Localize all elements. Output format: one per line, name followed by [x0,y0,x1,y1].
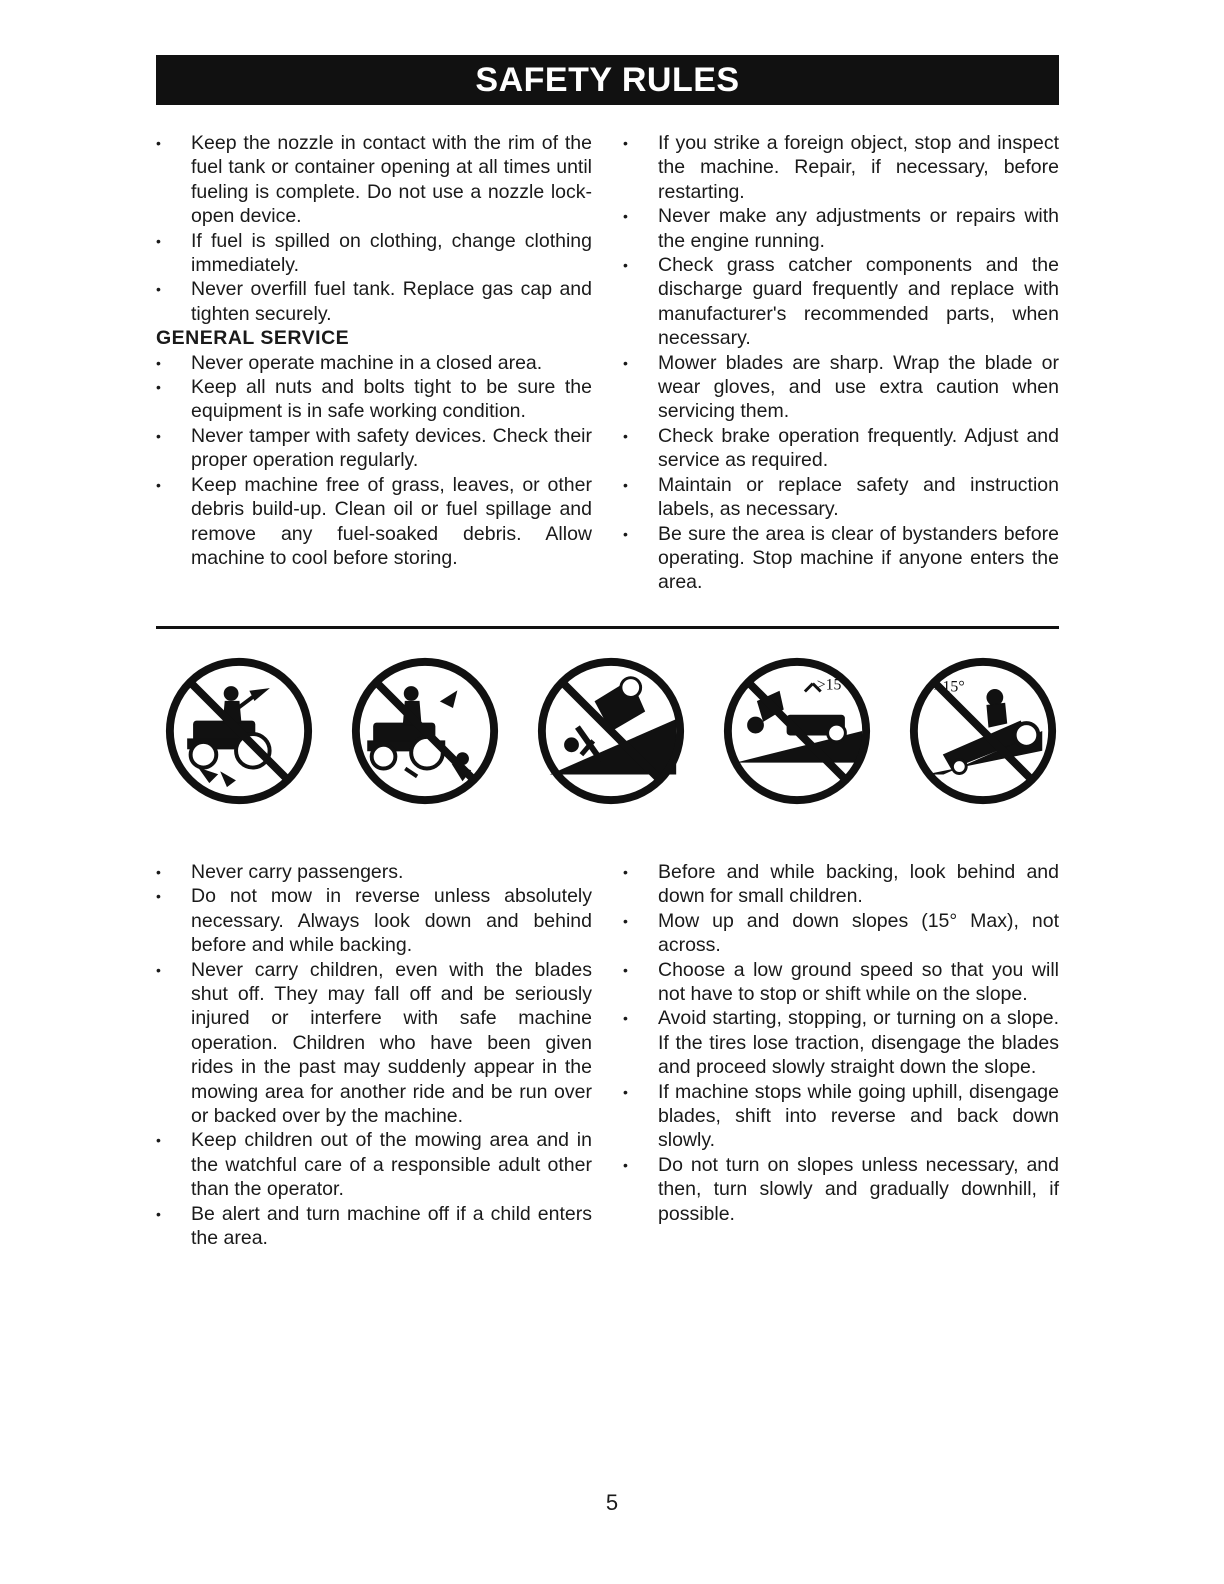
list-item: • Never make any adjustments or repairs with the engine running. [623,204,1059,253]
no-children-near-mower-icon [346,652,504,810]
list-item: • Do not mow in reverse unless absolutely necessary. Always look down and behind before and while backing. [156,884,592,957]
list-item: • Avoid starting, stopping, or turning on a slope. If the tires lose traction, disengage the blades and proceed slowly straight down the slope. [623,1006,1059,1079]
section-divider [156,626,1059,629]
no-tipping-on-slope-icon [532,652,690,810]
list-item: • If machine stops while going uphill, disengage blades, shift into reverse and back down slowly. [623,1080,1059,1153]
list-item: • Never overfill fuel tank. Replace gas cap and tighten securely. [156,277,592,326]
no-steep-slope-downhill-icon [904,652,1062,810]
slope-angle-label: >15° [816,676,848,694]
list-item: • Keep machine free of grass, leaves, or other debris build-up. Clean oil or fuel spillage and remove any fuel-soaked debris. Allow machine to cool before storing. [156,473,592,571]
service-safety-list [623,131,1059,595]
children-safety-list [156,860,592,1251]
bottom-left-column [156,860,592,1251]
no-passengers-icon [160,652,318,810]
list-item: • Keep children out of the mowing area and in the watchful care of a responsible adult other than the operator. [156,1128,592,1201]
list-item: • If fuel is spilled on clothing, change clothing immediately. [156,229,592,278]
list-item: • Never carry passengers. [156,860,592,884]
list-item: • Never operate machine in a closed area. [156,351,592,375]
page-number: 5 [605,1490,619,1515]
list-item: • Mow up and down slopes (15° Max), not across. [623,909,1059,958]
list-item: • If you strike a foreign object, stop and inspect the machine. Repair, if necessary, before restarting. [623,131,1059,204]
list-item: • Never tamper with safety devices. Check their proper operation regularly. [156,424,592,473]
bottom-right-column [623,860,1059,1226]
list-item: • Keep the nozzle in contact with the rim of the fuel tank or container opening at all times until fueling is complete. Do not use a nozzle lock-open device. [156,131,592,229]
list-item: • Keep all nuts and bolts tight to be sure the equipment is in safe working condition. [156,375,592,424]
top-left-column [156,131,592,570]
list-item: • Before and while backing, look behind and down for small children. [623,860,1059,909]
list-item: • Maintain or replace safety and instruction labels, as necessary. [623,473,1059,522]
list-item: • Check brake operation frequently. Adjust and service as required. [623,424,1059,473]
list-item: • Mower blades are sharp. Wrap the blade or wear gloves, and use extra caution when servicing them. [623,351,1059,424]
general-service-heading: GENERAL SERVICE [156,327,350,350]
list-item: • Never carry children, even with the blades shut off. They may fall off and be seriously injured or interfere with safe machine operation. Children who have been given rides in the past may suddenly appear in the mowing area for another ride and be run over or backed over by the machine. [156,958,592,1129]
top-right-column [623,131,1059,595]
page-title-banner: SAFETY RULES [156,55,1059,105]
list-item: • Be sure the area is clear of bystanders before operating. Stop machine if anyone enters the area. [623,522,1059,595]
list-item: • Check grass catcher components and the discharge guard frequently and replace with manufacturer's recommended parts, when necessary. [623,253,1059,351]
slope-angle-label: >15° [933,678,965,696]
list-item: • Be alert and turn machine off if a child enters the area. [156,1202,592,1251]
slope-safety-list [623,860,1059,1226]
fuel-safety-list [156,131,592,326]
list-item: • Choose a low ground speed so that you will not have to stop or shift while on the slope. [623,958,1059,1007]
no-steep-slope-uphill-icon [718,652,876,810]
general-service-list [156,351,592,571]
list-item: • Do not turn on slopes unless necessary, and then, turn slowly and gradually downhill, if possible. [623,1153,1059,1226]
safety-pictogram-row [160,652,1060,812]
